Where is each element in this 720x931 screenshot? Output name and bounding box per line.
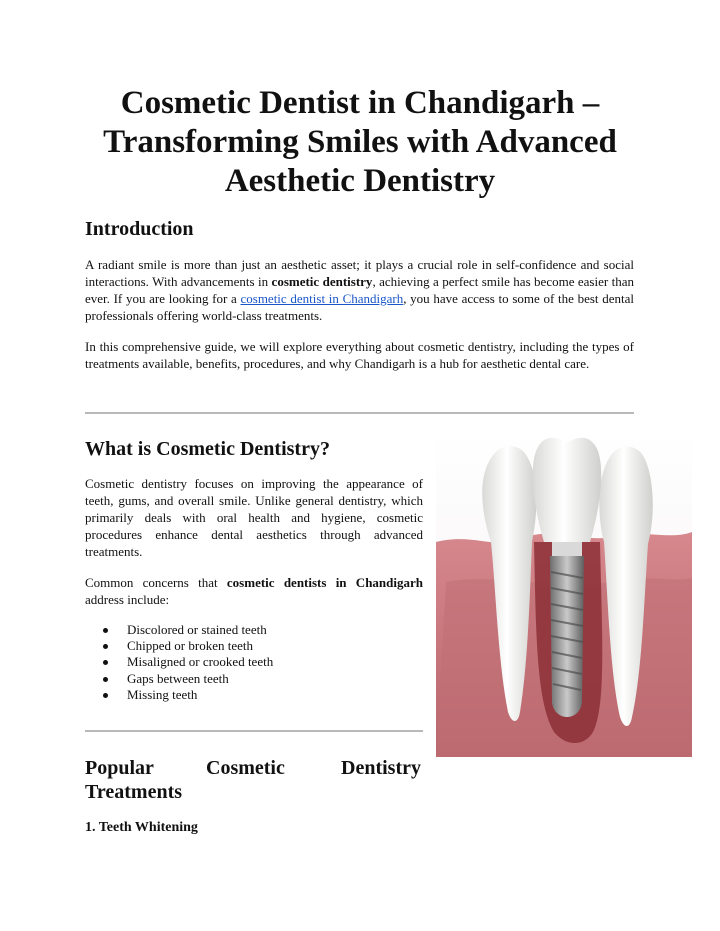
bullet-icon bbox=[103, 628, 108, 633]
teeth-whitening-subheading: 1. Teeth Whitening bbox=[85, 820, 198, 835]
page-title: Cosmetic Dentist in Chandigarh – Transforming Smiles with Advanced Aesthetic Dentistry bbox=[103, 85, 617, 199]
intro-p1-text-a: A radiant smile is more than just an aesthetic asset; it plays a crucial role in self-confidence and social interactions. With advancements in bbox=[85, 257, 634, 289]
what-is-p2-text-b: address include: bbox=[85, 592, 170, 607]
section-divider-2 bbox=[85, 730, 423, 732]
intro-p1-text-c: , you have access to some of the best dental professionals offering world-class treatments. bbox=[85, 291, 634, 323]
what-is-paragraph-1: Cosmetic dentistry focuses on improving the appearance of teeth, gums, and overall smile. Unlike general dentistry, which primarily deals with oral health and hygiene, cosmetic procedures enhance dental aesthetics through advanced treatments. bbox=[85, 476, 423, 559]
what-is-p2-bold: cosmetic dentists in Chandigarh bbox=[226, 575, 424, 590]
list-item bbox=[85, 654, 273, 670]
bullet-icon bbox=[103, 693, 108, 698]
concerns-list bbox=[85, 622, 273, 703]
list-item-text: Discolored or stained teeth bbox=[127, 622, 267, 637]
popular-heading-word-2: Cosmetic bbox=[206, 757, 285, 779]
what-is-heading: What is Cosmetic Dentistry? bbox=[85, 438, 330, 460]
intro-paragraph-1 bbox=[85, 256, 634, 324]
cosmetic-dentist-link[interactable]: cosmetic dentist in Chandigarh bbox=[240, 291, 404, 306]
list-item bbox=[85, 638, 273, 654]
bullet-icon bbox=[103, 677, 108, 682]
popular-heading-word-1: Popular bbox=[85, 757, 154, 779]
what-is-p2-text-a: Common concerns that bbox=[85, 575, 227, 590]
what-is-paragraph-2 bbox=[85, 574, 423, 608]
list-item-text: Misaligned or crooked teeth bbox=[127, 654, 274, 670]
intro-p1-text-b: , achieving a perfect smile has become easier than ever. If you are looking for a bbox=[85, 274, 634, 306]
list-item bbox=[85, 622, 273, 638]
list-item-text: Missing teeth bbox=[127, 686, 198, 702]
intro-heading: Introduction bbox=[85, 218, 194, 240]
list-item bbox=[85, 687, 273, 703]
intro-p1-bold: cosmetic dentistry bbox=[271, 274, 373, 289]
dental-implant-illustration-icon bbox=[436, 432, 692, 757]
list-item-text: Chipped or broken teeth bbox=[127, 638, 253, 654]
list-item-text: Gaps between teeth bbox=[127, 670, 229, 686]
popular-heading-line-2: Treatments bbox=[85, 781, 183, 803]
bullet-icon bbox=[103, 660, 108, 665]
intro-paragraph-2: In this comprehensive guide, we will explore everything about cosmetic dentistry, including the types of treatments available, benefits, procedures, and why Chandigarh is a hub for aesthetic dental care. bbox=[85, 339, 634, 371]
section-divider-1 bbox=[85, 412, 634, 414]
list-item bbox=[85, 671, 273, 687]
popular-heading-word-3: Dentistry bbox=[341, 757, 421, 779]
bullet-icon bbox=[103, 644, 108, 649]
